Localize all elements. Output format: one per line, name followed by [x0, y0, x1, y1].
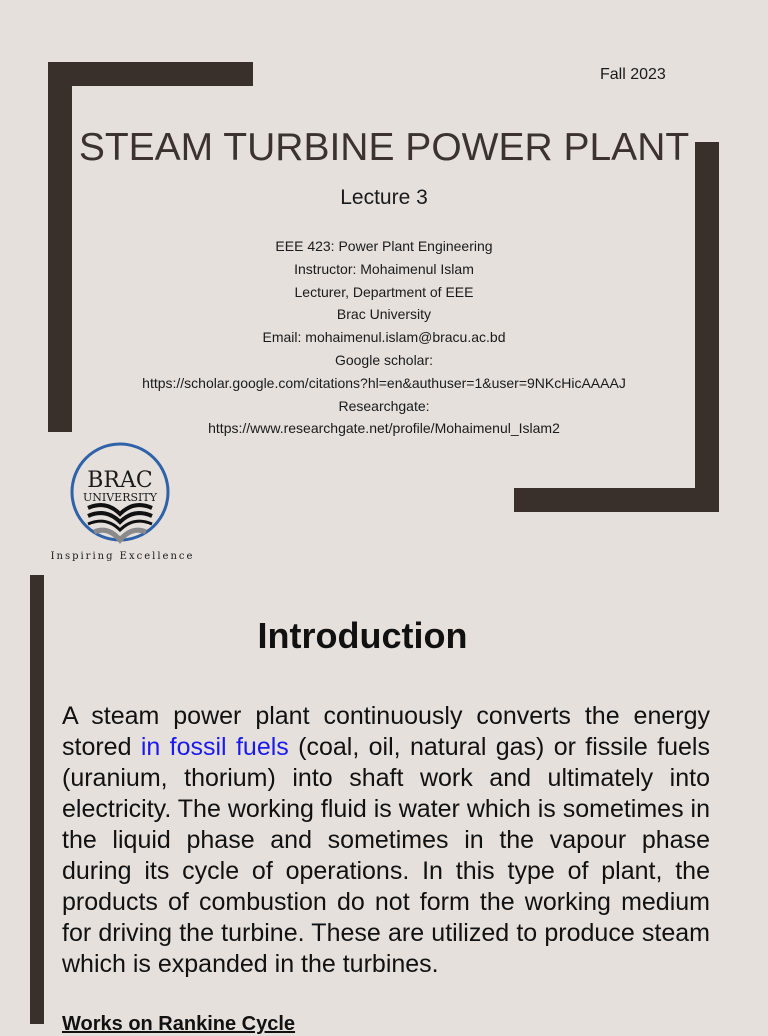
- course-line: EEE 423: Power Plant Engineering: [275, 238, 493, 254]
- logo-brac-text: BRAC: [87, 468, 153, 493]
- logo-university-text: UNIVERSITY: [83, 491, 157, 504]
- scholar-link[interactable]: https://scholar.google.com/citations?hl=en&authuser=1&user=9NKcHicAAAAJ: [142, 374, 626, 391]
- rankine-cycle-heading: Works on Rankine Cycle: [62, 1013, 296, 1035]
- slide-subtitle: Lecture 3: [340, 186, 428, 209]
- introduction-slide: [0, 575, 768, 1035]
- researchgate-link[interactable]: https://www.researchgate.net/profile/Mohaimenul_Islam2: [208, 420, 560, 437]
- slide-title: STEAM TURBINE POWER PLANT: [78, 126, 690, 169]
- fossil-fuels-link[interactable]: in fossil fuels: [140, 733, 289, 761]
- instructor-info: [0, 235, 768, 440]
- para-text-start: A steam power plant continuously converts the energy stored: [62, 702, 710, 761]
- introduction-heading: Introduction: [257, 615, 468, 656]
- frame-bottom-right-horizontal: [514, 488, 719, 512]
- date-label: Fall 2023: [600, 66, 666, 83]
- email-line: Email: mohaimenul.islam@bracu.ac.bd: [262, 329, 506, 346]
- university-line: Brac University: [336, 306, 432, 323]
- introduction-paragraph: [62, 701, 710, 980]
- frame-top-left-horizontal: [48, 62, 253, 86]
- para-text-rest: (coal, oil, natural gas) or fissile fuels (uranium, thorium) into shaft work and ultimately into electricity. The working fluid is water which is sometimes in the liquid phase and sometimes in the vapour phase during its cycle of operations. In this type of plant, the products of combustion do not form the working medium for driving the turbine. These are utilized to produce steam which is expanded in the turbines.: [62, 733, 710, 978]
- researchgate-label: Researchgate:: [338, 397, 430, 414]
- instructor-line: Instructor: Mohaimenul Islam: [294, 260, 474, 277]
- logo-tagline: Inspiring Excellence: [50, 551, 195, 562]
- position-line: Lecturer, Department of EEE: [294, 283, 474, 300]
- scholar-label: Google scholar:: [334, 351, 434, 368]
